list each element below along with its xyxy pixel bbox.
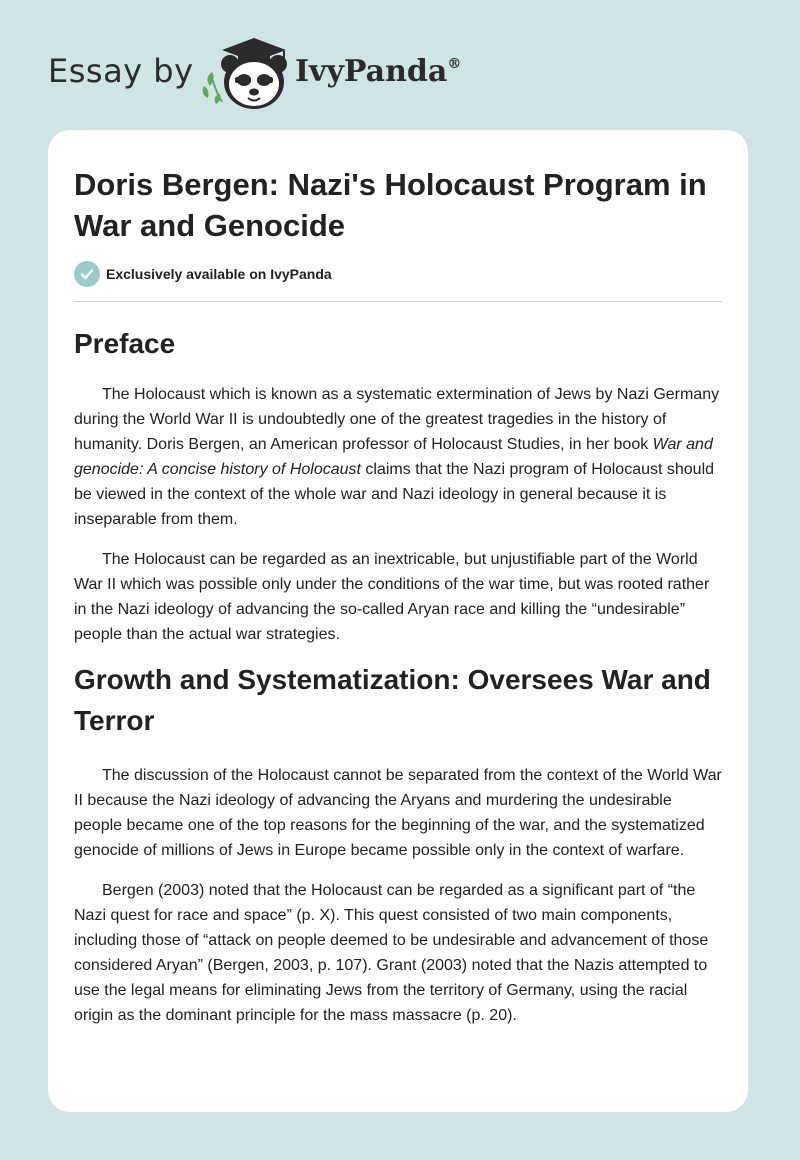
- title-divider: [74, 301, 722, 302]
- panda-graduate-icon[interactable]: [200, 34, 300, 114]
- book-title: War and genocide: A concise history of Holocaust: [74, 436, 713, 478]
- exclusive-badge: [74, 261, 722, 287]
- section-heading-preface: Preface: [74, 328, 176, 359]
- essay-by-label: Essay by: [48, 52, 194, 90]
- paragraph: The Holocaust which is known as a systematic extermination of Jews by Nazi Germany during the World War II is undoubtedly one of the greatest tragedies in the history of humanity. Doris Bergen, an American professor of Holocaust Studies, in her book War and genocide: A concise history of Holocaust claims that the Nazi program of Holocaust should be viewed in the context of the whole war and Nazi ideology in general because it is inseparable from them.: [74, 386, 720, 528]
- check-circle-icon: [74, 261, 100, 287]
- page-title: Doris Bergen: Nazi's Holocaust Program in War and Genocide: [74, 167, 707, 243]
- section-heading-growth: Growth and Systematization: Oversees War and Terror: [74, 664, 711, 736]
- paragraph: Bergen (2003) noted that the Holocaust can be regarded as a significant part of “the Nazi quest for race and space” (p. X). This quest consisted of two main components, including those of “attack on people deemed to be undesirable and advancement of those considered Aryan” (Bergen, 2003, p. 107). Grant (2003) noted that the Nazis attempted to use the legal means for eliminating Jews from the territory of Germany, using the racial origin as the dominant principle for the mass massacre (p. 20).: [74, 882, 709, 1024]
- ivypanda-brand[interactable]: IvyPanda®: [295, 54, 462, 89]
- site-header: [48, 34, 748, 114]
- registered-mark: ®: [447, 56, 462, 72]
- exclusive-label: Exclusively available on IvyPanda: [106, 266, 332, 282]
- essay-card: [48, 130, 748, 1112]
- paragraph: The Holocaust can be regarded as an inextricable, but unjustifiable part of the World War II which was possible only under the conditions of the war time, but was rooted rather in the Nazi ideology of advancing the so-called Aryan race and killing the “undesirable” people than the actual war strategies.: [74, 551, 710, 643]
- paragraph: The discussion of the Holocaust cannot be separated from the context of the World War II because the Nazi ideology of advancing the Aryans and murdering the undesirable people became one of the top reasons for the beginning of the war, and the systematized genocide of millions of Jews in Europe became possible only in the context of warfare.: [74, 767, 722, 859]
